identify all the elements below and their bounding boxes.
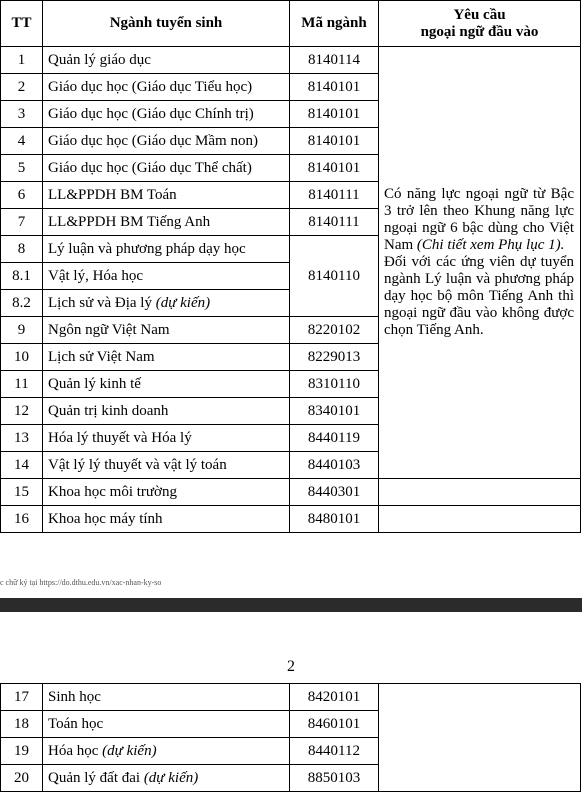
row-code: 8440103 xyxy=(290,452,379,479)
row-code: 8340101 xyxy=(290,398,379,425)
row-tt: 17 xyxy=(1,684,43,711)
row-major: Ngôn ngữ Việt Nam xyxy=(43,317,290,344)
row-code: 8440301 xyxy=(290,479,379,506)
row-major: Giáo dục học (Giáo dục Chính trị) xyxy=(43,101,290,128)
row-tt: 8.1 xyxy=(1,263,43,290)
row-code: 8310110 xyxy=(290,371,379,398)
row-code: 8140111 xyxy=(290,209,379,236)
row-tt: 10 xyxy=(1,344,43,371)
row-major: Hóa lý thuyết và Hóa lý xyxy=(43,425,290,452)
row-code: 8140111 xyxy=(290,182,379,209)
row-major: LL&PPDH BM Tiếng Anh xyxy=(43,209,290,236)
row-code: 8229013 xyxy=(290,344,379,371)
row-code: 8140114 xyxy=(290,47,379,74)
row-code: 8220102 xyxy=(290,317,379,344)
row-major: Khoa học máy tính xyxy=(43,506,290,533)
row-major: Giáo dục học (Giáo dục Thể chất) xyxy=(43,155,290,182)
row-tt: 8 xyxy=(1,236,43,263)
row-major: Vật lý lý thuyết và vật lý toán xyxy=(43,452,290,479)
row-major: Giáo dục học (Giáo dục Mầm non) xyxy=(43,128,290,155)
row-tt: 14 xyxy=(1,452,43,479)
row-code: 8440112 xyxy=(290,738,379,765)
row-code: 8140101 xyxy=(290,128,379,155)
requirement-cell-tail xyxy=(379,479,581,506)
row-tt: 19 xyxy=(1,738,43,765)
row-major: Giáo dục học (Giáo dục Tiểu học) xyxy=(43,74,290,101)
row-tt: 7 xyxy=(1,209,43,236)
row-major: Khoa học môi trường xyxy=(43,479,290,506)
row-tt: 3 xyxy=(1,101,43,128)
row-tt: 11 xyxy=(1,371,43,398)
requirement-para2: Đối với các ứng viên dự tuyển ngành Lý luận và phương pháp dạy học bộ môn Tiếng Anh thì ngoại ngữ đầu vào không được chọn Tiếng Anh. xyxy=(384,254,574,338)
row-code: 8480101 xyxy=(290,506,379,533)
row-major: Lịch sử Việt Nam xyxy=(43,344,290,371)
row-code: 8140101 xyxy=(290,74,379,101)
signature-verification-note: c chữ ký tại https://do.dthu.edu.vn/xac-nhan-ky-so xyxy=(0,578,162,587)
row-major: Quản lý kinh tế xyxy=(43,371,290,398)
majors-table-continued xyxy=(0,683,581,792)
row-code: 8140101 xyxy=(290,155,379,182)
row-major: Sinh học xyxy=(43,684,290,711)
header-tt: TT xyxy=(1,1,43,47)
table-row xyxy=(1,47,581,74)
header-requirement xyxy=(379,1,581,47)
requirement-cell xyxy=(379,684,581,792)
row-tt: 6 xyxy=(1,182,43,209)
header-req-line2: ngoại ngữ đầu vào xyxy=(420,23,539,40)
row-major: Lý luận và phương pháp dạy học xyxy=(43,236,290,263)
header-code: Mã ngành xyxy=(290,1,379,47)
table-row xyxy=(1,506,581,533)
header-req-line1: Yêu cầu xyxy=(453,6,506,23)
row-code: 8460101 xyxy=(290,711,379,738)
requirement-cell-tail xyxy=(379,506,581,533)
row-code: 8850103 xyxy=(290,765,379,792)
row-tt: 9 xyxy=(1,317,43,344)
row-tt: 20 xyxy=(1,765,43,792)
row-tt: 15 xyxy=(1,479,43,506)
row-major: Quản lý đất đai (dự kiến) xyxy=(43,765,290,792)
row-tt: 5 xyxy=(1,155,43,182)
header-major: Ngành tuyển sinh xyxy=(43,1,290,47)
table-row xyxy=(1,479,581,506)
row-code: 8140110 xyxy=(290,236,379,317)
row-major: Toán học xyxy=(43,711,290,738)
row-code: 8420101 xyxy=(290,684,379,711)
row-code: 8140101 xyxy=(290,101,379,128)
row-tt: 18 xyxy=(1,711,43,738)
table-row xyxy=(1,684,581,711)
row-major: LL&PPDH BM Toán xyxy=(43,182,290,209)
row-tt: 16 xyxy=(1,506,43,533)
row-major: Quản lý giáo dục xyxy=(43,47,290,74)
row-major: Lịch sử và Địa lý (dự kiến) xyxy=(43,290,290,317)
page-number: 2 xyxy=(287,658,295,675)
row-major: Quản trị kinh doanh xyxy=(43,398,290,425)
row-major: Hóa học (dự kiến) xyxy=(43,738,290,765)
row-tt: 4 xyxy=(1,128,43,155)
row-tt: 1 xyxy=(1,47,43,74)
row-code: 8440119 xyxy=(290,425,379,452)
row-tt: 8.2 xyxy=(1,290,43,317)
page-separator xyxy=(0,598,582,612)
requirement-para1: Có năng lực ngoại ngữ từ Bậc 3 trở lên theo Khung năng lực ngoại ngữ 6 bậc dùng cho Việt Nam (Chi tiết xem Phụ lục 1). xyxy=(384,186,574,253)
row-tt: 12 xyxy=(1,398,43,425)
requirement-cell xyxy=(379,47,581,479)
row-tt: 2 xyxy=(1,74,43,101)
row-tt: 13 xyxy=(1,425,43,452)
row-major: Vật lý, Hóa học xyxy=(43,263,290,290)
